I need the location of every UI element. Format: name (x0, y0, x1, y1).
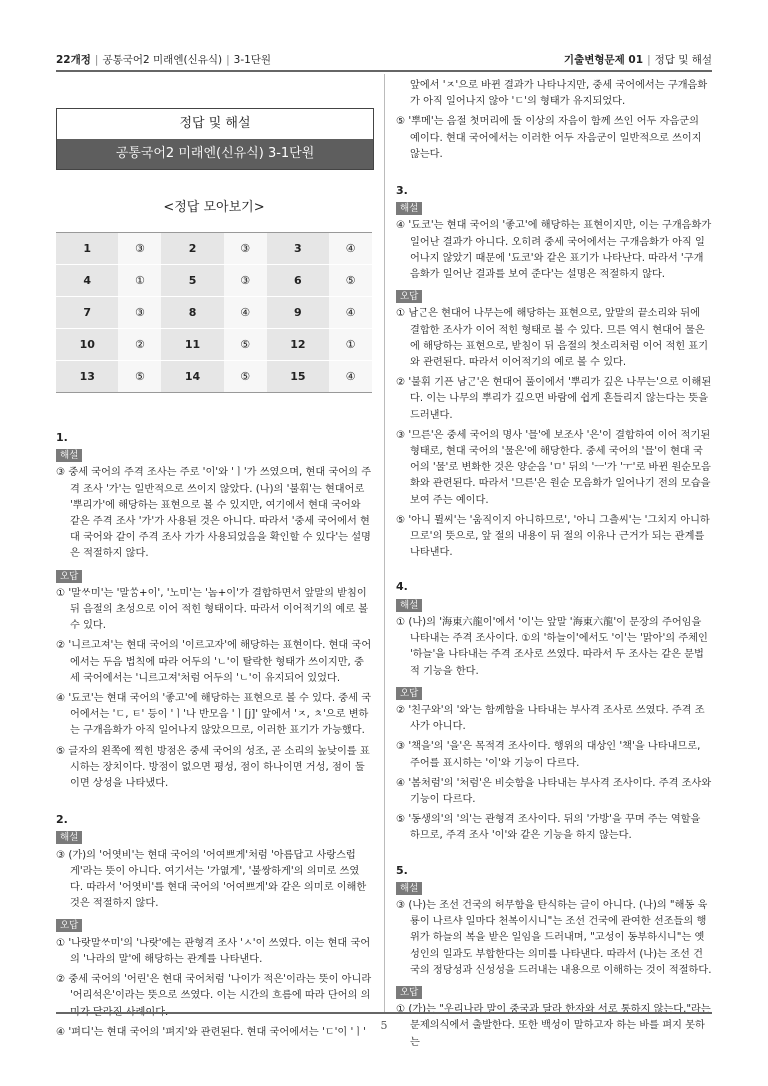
wrong-answer-item: ④ '봄처럼'의 '처럼'은 비슷함을 나타내는 부사격 조사이다. 주격 조사와 기능이 다르다. (396, 777, 712, 805)
table-row (56, 265, 372, 297)
table-row (56, 297, 372, 329)
answer-value: ① (329, 329, 372, 361)
wrong-answer-item: ① '나랏말ᄊᆞ미'의 '나랏'에는 관형격 조사 'ㅅ'이 쓰였다. 이는 현대 국어의 '나라의 말'에 해당하는 관계를 나타낸다. (56, 937, 371, 965)
answer-value: ④ (329, 361, 372, 393)
answer-value: ② (118, 329, 161, 361)
answer-number: 11 (161, 329, 223, 361)
question-number: 1. (56, 431, 68, 444)
wrong-answer-item: ⑤ 글자의 왼쪽에 찍힌 방점은 중세 국어의 성조, 곧 소리의 높낮이를 표시하는 장치이다. 방점이 없으면 평성, 점이 하나이면 거성, 점이 둘이면 상성을 나타냈다. (56, 745, 370, 790)
title-box (56, 108, 374, 170)
wrong-answer-item: ② '불휘 기픈 남ᄀᆞᆫ'은 현대어 풀이에서 '뿌리가 깊은 나무는'으로 이해된다. 이는 나무의 뿌리가 깊으면 바람에 쉽게 흔들리지 않는다는 뜻을 드러낸다. (396, 377, 712, 421)
answer-value: ③ (224, 233, 267, 265)
answer-number: 15 (267, 361, 329, 393)
question-number: 2. (56, 813, 68, 827)
answer-value: ⑤ (224, 361, 267, 393)
answer-value: ③ (224, 265, 267, 297)
explanation-tag: 해설 (396, 599, 422, 612)
table-row (56, 361, 372, 393)
answer-value: ① (118, 265, 161, 297)
header-textbook: 공통국어2 미래엔(신유식) (102, 54, 223, 66)
question-number: 5. (396, 863, 408, 877)
table-row (56, 329, 372, 361)
explanation-tag: 해설 (56, 449, 82, 462)
wrong-answer-item: ③ '책을'의 '을'은 목적격 조사이다. 행위의 대상인 '책'을 나타내므로, 주어를 표시하는 '이'와 기능이 다르다. (396, 741, 701, 769)
answer-number: 13 (56, 361, 118, 393)
answer-value: ④ (329, 233, 372, 265)
answer-value: ⑤ (224, 329, 267, 361)
explanation-text: ④ '됴코'는 현대 국어의 '좋고'에 해당하는 표현이지만, 이는 구개음화가 일어난 결과가 아니다. 오히려 중세 국어에서는 구개음화가 아직 일어나지 않았기 때문에 '됴코'와 같은 표기가 나타난다. 따라서 '구개음화가 일어난 결과를 보여 준다'는 설명은 적절하지 않다. (396, 220, 712, 281)
column-divider (384, 74, 385, 1012)
answer-number: 4 (56, 265, 118, 297)
header-left: 22개정 | 공통국어2 미래엔(신유식) | 3-1단원 (56, 54, 272, 66)
wrong-answer-item: ③ '므른'은 중세 국어의 명사 '믈'에 보조사 '은'이 결합하여 이어 적기된 형태로, 현대 국어의 '물은'에 해당한다. 중세 국어의 '믈'이 현대 국어의 '물'로 변화한 것은 양순음 'ㅁ' 뒤의 'ㅡ'가 'ㅜ'로 바뀐 원순모음화와 관련된다. 따라서 '므른'은 원순 모음화가 일어나기 전의 모습을 보여 주는 예이다. (396, 429, 711, 506)
title-line-2: 공통국어2 미래엔(신유식) 3-1단원 (57, 139, 373, 169)
explanation-text: ③ 중세 국어의 주격 조사는 주로 '이'와 'ㅣ'가 쓰였으며, 현대 국어의 주격 조사 '가'는 일반적으로 쓰이지 않았다. (나)의 '불휘'는 현대어로 '뿌리가'에 해당하는 표현으로 볼 수 있지만, 여기에서 현대 국어와 같은 주격 조사 '가'가 사용된 것은 아니다. 따라서 '중세 국어에서 현대 국어와 같이 주격 조사 가가 사용되었음을 확인할 수 있다'는 설명은 적절하지 않다. (56, 467, 372, 560)
top-rule (56, 70, 712, 72)
answer-value: ⑤ (329, 265, 372, 297)
answer-value: ⑤ (118, 361, 161, 393)
page-number: 5 (380, 1019, 388, 1032)
wrong-answer-item: ⑤ '동생의'의 '의'는 관형격 조사이다. 뒤의 '가방'을 꾸며 주는 역할을 하므로, 주격 조사 '이'와 같은 기능을 하지 않는다. (396, 814, 701, 842)
answer-table (56, 232, 372, 393)
answer-number: 7 (56, 297, 118, 329)
header-curriculum: 22개정 (56, 54, 91, 66)
answer-number: 9 (267, 297, 329, 329)
wrong-answer-item: ② '니르고져'는 현대 국어의 '이르고자'에 해당하는 표현이다. 현대 국어에서는 두음 법칙에 따라 어두의 'ㄴ'이 탈락한 형태가 쓰이지만, 중세 국어에서는 '니르고져'처럼 어두의 'ㄴ'이 유지되어 있었다. (56, 640, 372, 684)
wrong-answer-item: ① 남ᄀᆞᆫ은 현대어 나무는에 해당하는 표현으로, 앞말의 끝소리와 뒤에 결합한 조사가 이어 적힌 형태로 볼 수 있다. 므른 역시 현대어 물은에 해당하는 표현으로, 받침이 뒤 음절의 첫소리처럼 이어 적힌 표기와 관련된다. 따라서 이어적기의 예로 볼 수 있다. (396, 308, 709, 369)
answer-value: ④ (329, 297, 372, 329)
answer-number: 6 (267, 265, 329, 297)
bottom-rule (56, 1012, 712, 1014)
wrong-answer-tag: 오답 (396, 687, 422, 700)
wrong-answer-item: ① '말ᄊᆞ미'는 '말ᄊᆞᆷ+이', '노미'는 '놈+이'가 결합하면서 앞말의 받침이 뒤 음절의 초성으로 이어 적힌 형태이다. 따라서 이어적기의 예로 볼 수 있다. (56, 587, 369, 632)
answer-number: 10 (56, 329, 118, 361)
answer-number: 5 (161, 265, 223, 297)
explanation-text: ① (나)의 '海東六龍이'에서 '이'는 앞말 '海東六龍'이 문장의 주어임을 나타내는 주격 조사이다. ①의 '하늘이'에서도 '이'는 '맑아'의 주체인 '하늘'을 나타내는 주격 조사로 쓰였다. 따라서 두 조사는 같은 문법적 기능을 한다. (396, 616, 708, 677)
explanation-tag: 해설 (56, 831, 82, 844)
wrong-answer-item: ② 중세 국어의 '어린'은 현대 국어처럼 '나이가 적은'이라는 뜻이 아니라 '어리석은'이라는 뜻으로 쓰였다. 이는 시간의 흐름에 따라 단어의 의미가 달라진 사례이다. (56, 974, 372, 1018)
page-header (56, 48, 712, 68)
left-column-explanations (56, 416, 372, 1045)
continued-text: 앞에서 'ㅈ'으로 바뀐 결과가 나타나지만, 중세 국어에서는 구개음화가 아직 일어나지 않아 'ㄷ'의 형태가 유지되었다. (410, 80, 708, 108)
answer-number: 1 (56, 233, 118, 265)
wrong-answer-item: ④ '펴디'는 현대 국어의 '펴지'와 관련된다. 현대 국어에서는 'ㄷ'이 'ㅣ' (56, 1026, 366, 1038)
question-number: 3. (396, 184, 408, 198)
header-set: 기출변형문제 01 (563, 54, 644, 66)
explanation-text: ③ (가)의 '어엿비'는 현대 국어의 '어여쁘게'처럼 '아름답고 사랑스럽게'라는 뜻이 아니다. 여기서는 '가엾게', '불쌍하게'의 의미로 쓰였다. 따라서 '어엿비'를 현대 국어의 '어여쁘게'와 같은 의미로 이해한 것은 적절하지 않다. (56, 849, 367, 910)
wrong-answer-tag: 오답 (56, 919, 82, 932)
wrong-answer-tag: 오답 (56, 570, 82, 583)
explanation-tag: 해설 (396, 882, 422, 895)
title-line-1: 정답 및 해설 (179, 116, 251, 131)
table-row (56, 233, 372, 265)
explanation-text: ③ (나)는 조선 건국의 허무함을 탄식하는 글이 아니다. (나)의 "해동 육룡이 나르샤 일마다 천복이시니"는 조선 건국에 관여한 선조들의 행위가 하늘의 복을 받은 일임을 드러내며, "고성이 동부하시니"는 옛 성인의 일과도 부합한다는 의미를 나타낸다. 따라서 (나)는 조선 건국의 정당성과 신성성을 드러내는 내용으로 이해하는 것이 적절하다. (396, 899, 712, 976)
answer-number: 2 (161, 233, 223, 265)
answer-number: 8 (161, 297, 223, 329)
header-right: 기출변형문제 01 | 정답 및 해설 (563, 54, 712, 66)
wrong-answer-item: ⑤ '아니 뮐씨'는 '움직이지 아니하므로', '아니 그츨씨'는 '그치지 아니하므로'의 뜻으로, 앞 절의 내용이 뒤 절의 이유나 근거가 되는 관계를 나타낸다. (396, 514, 710, 559)
wrong-answer-tag: 오답 (396, 986, 422, 999)
wrong-answer-item: ④ '됴코'는 현대 국어의 '좋고'에 해당하는 표현으로 볼 수 있다. 중세 국어에서는 'ㄷ, ㅌ' 등이 'ㅣ'나 반모음 'ㅣ[j]' 앞에서 'ㅈ, ㅊ'으로 변하는 구개음화가 아직 일어나지 않았으므로, 이러한 표기가 가능했다. (56, 693, 372, 737)
answer-value: ③ (118, 233, 161, 265)
answer-value: ③ (118, 297, 161, 329)
wrong-answer-item: ① (가)는 "우리나라 말이 중국과 달라 한자와 서로 통하지 않는다."라는 문제의식에서 출발한다. 또한 백성이 말하고자 하는 바를 펴지 못하는 (396, 1004, 711, 1048)
wrong-answer-item: ② '친구와'의 '와'는 함께함을 나타내는 부사격 조사로 쓰였다. 주격 조사가 아니다. (396, 704, 705, 733)
question-number: 4. (396, 580, 408, 594)
answer-number: 12 (267, 329, 329, 361)
answer-value: ④ (224, 297, 267, 329)
wrong-answer-item: ⑤ '뿌메'는 음절 첫머리에 둘 이상의 자음이 함께 쓰인 어두 자음군의 예이다. 현대 국어에서는 이러한 어두 자음군이 일반적으로 쓰이지 않는다. (396, 116, 702, 160)
answer-summary-title: <정답 모아보기> (163, 200, 265, 215)
answer-number: 14 (161, 361, 223, 393)
wrong-answer-tag: 오답 (396, 290, 422, 303)
header-unit: 3-1단원 (233, 54, 272, 66)
right-column-explanations (396, 78, 712, 1055)
header-section: 정답 및 해설 (654, 54, 712, 66)
explanation-tag: 해설 (396, 202, 422, 215)
answer-number: 3 (267, 233, 329, 265)
